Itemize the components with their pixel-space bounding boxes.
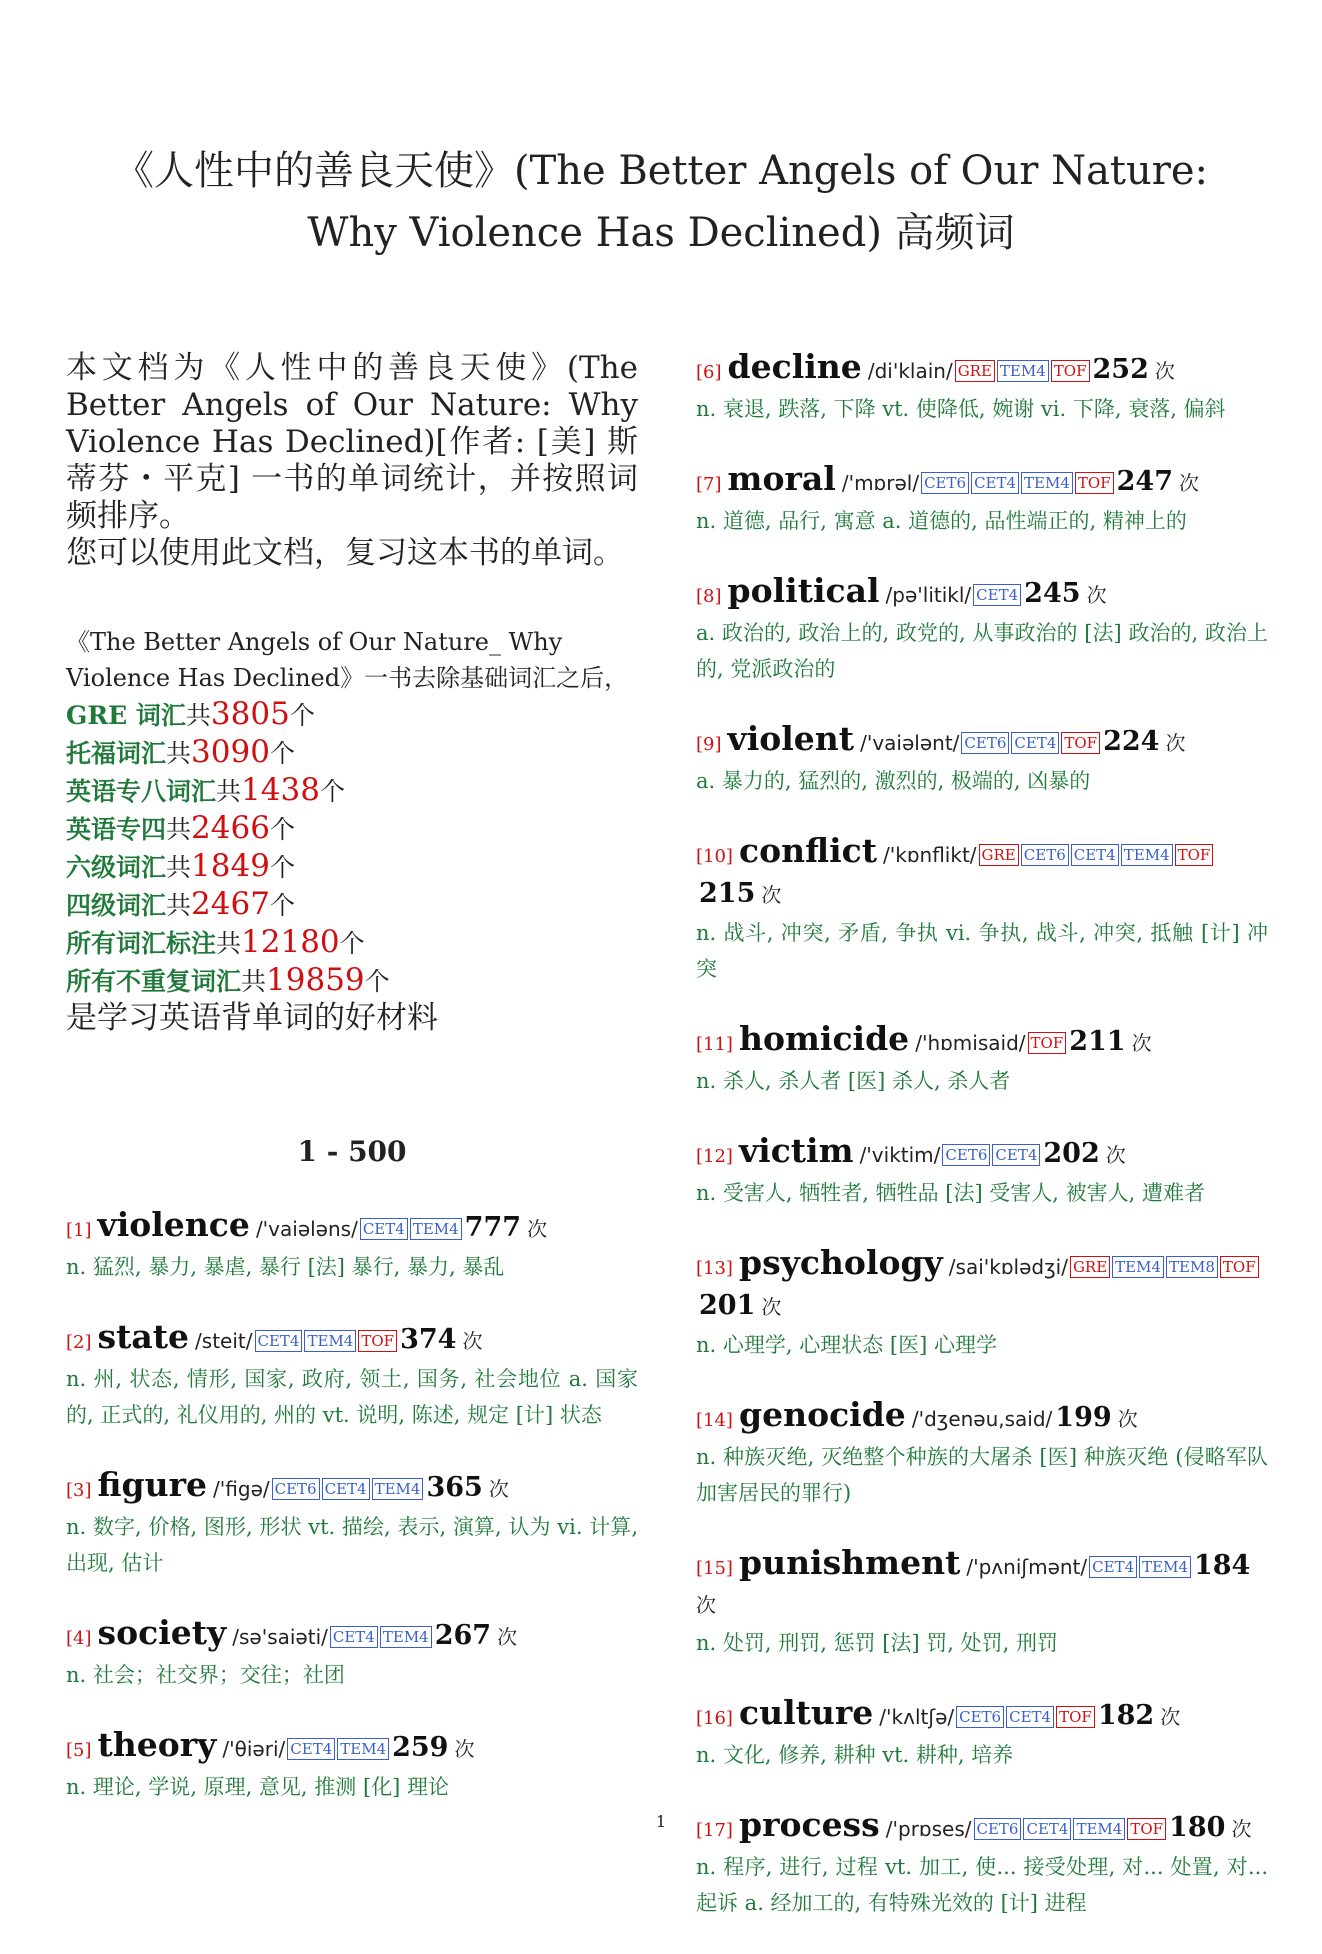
entry-index: [8] xyxy=(696,586,722,607)
entry-count: 211 xyxy=(1069,1026,1126,1057)
entry-tag-badge: TOF xyxy=(1175,844,1214,866)
entry-definition: n. 战斗, 冲突, 矛盾, 争执 vi. 争执, 战斗, 冲突, 抵触 [计] 冲突 xyxy=(696,921,1268,981)
entry-tag-badge: CET4 xyxy=(1011,732,1059,754)
entry-definition: n. 衰退, 跌落, 下降 vt. 使降低, 婉谢 vi. 下降, 衰落, 偏斜 xyxy=(696,397,1226,421)
stat-suffix: 共 xyxy=(166,891,192,920)
entry-word: violence xyxy=(97,1205,250,1244)
entry-tag-badge: TEM4 xyxy=(1112,1256,1164,1278)
entry-phonetic: /'θiəri/ xyxy=(222,1737,286,1761)
entry-definition: n. 杀人, 杀人者 [医] 杀人, 杀人者 xyxy=(696,1069,1011,1093)
word-entry xyxy=(66,1206,638,1285)
entry-count: 180 xyxy=(1169,1812,1226,1843)
word-entry xyxy=(66,1466,638,1581)
word-entry xyxy=(696,348,1268,427)
entry-tag-badge: CET4 xyxy=(330,1626,378,1648)
entry-tag-badge: TOF xyxy=(358,1330,397,1352)
stat-value: 3805 xyxy=(210,696,290,732)
stat-suffix: 共 xyxy=(166,739,192,768)
stat-unit: 个 xyxy=(269,739,295,768)
entry-count-unit: 次 xyxy=(1117,1407,1138,1431)
entry-tag-badge: CET4 xyxy=(1071,844,1119,866)
entry-index: [1] xyxy=(66,1220,92,1241)
entry-count: 182 xyxy=(1097,1700,1155,1731)
entry-phonetic: /'hɒmisaid/ xyxy=(915,1031,1026,1055)
stat-label: 所有不重复词汇 xyxy=(66,967,242,996)
word-entry xyxy=(66,1726,638,1805)
entry-definition: n. 种族灭绝, 灭绝整个种族的大屠杀 [医] 种族灭绝 (侵略军队加害居民的罪行) xyxy=(696,1445,1268,1505)
entry-index: [16] xyxy=(696,1708,733,1729)
entry-tag-badge: CET4 xyxy=(360,1218,408,1240)
entry-count: 247 xyxy=(1116,466,1173,497)
word-entry xyxy=(66,1614,638,1693)
word-entry xyxy=(696,1132,1268,1211)
word-entry xyxy=(66,1318,638,1433)
entry-count-unit: 次 xyxy=(1179,471,1200,495)
entry-headline xyxy=(696,1244,1268,1327)
entry-tag-badge: CET4 xyxy=(322,1478,370,1500)
entry-tag-badge: CET4 xyxy=(287,1738,335,1760)
entry-count: 201 xyxy=(699,1290,756,1321)
entry-headline xyxy=(66,1466,638,1509)
intro-paragraph-1: 本文档为《人性中的善良天使》(The Better Angels of Our Nature: Why Violence Has Declined)[作者: [美] 斯蒂芬・平克] 一书的单词统计，并按照词频排序。 xyxy=(66,350,638,534)
entry-count-unit: 次 xyxy=(696,1593,716,1617)
entry-headline xyxy=(66,1614,638,1657)
entry-headline xyxy=(696,1132,1268,1175)
entry-index: [14] xyxy=(696,1410,733,1431)
entry-headline xyxy=(696,348,1268,391)
stat-label: 四级词汇 xyxy=(66,891,167,920)
entry-count-unit: 次 xyxy=(1131,1031,1152,1055)
stat-suffix: 共 xyxy=(216,777,242,806)
entry-word: conflict xyxy=(739,831,877,870)
word-list-left xyxy=(66,1206,638,1805)
entry-definition: n. 受害人, 牺牲者, 牺牲品 [法] 受害人, 被害人, 遭难者 xyxy=(696,1181,1206,1205)
entry-tag-badge: TOF xyxy=(1127,1818,1166,1840)
entry-tag-badge: TEM4 xyxy=(1139,1556,1191,1578)
stat-value: 2466 xyxy=(191,810,270,846)
word-entry xyxy=(696,460,1268,539)
entry-tag-badge: TOF xyxy=(1056,1706,1095,1728)
entry-index: [17] xyxy=(696,1820,733,1841)
entry-definition: n. 数字, 价格, 图形, 形状 vt. 描绘, 表示, 演算, 认为 vi. 计算, 出现, 估计 xyxy=(66,1515,638,1575)
entry-tag-badge: TEM4 xyxy=(337,1738,389,1760)
entry-tag-badge: TOF xyxy=(1061,732,1100,754)
entry-index: [15] xyxy=(696,1558,733,1579)
entry-index: [11] xyxy=(696,1034,733,1055)
intro-paragraph-2: 您可以使用此文档，复习这本书的单词。 xyxy=(66,535,624,571)
word-entry xyxy=(696,720,1268,799)
entry-count: 374 xyxy=(400,1324,457,1355)
entry-index: [10] xyxy=(696,846,733,867)
entry-phonetic: /'vaiələnt/ xyxy=(860,731,960,755)
entry-tag-badge: CET6 xyxy=(272,1478,320,1500)
word-entry xyxy=(696,1694,1268,1773)
entry-count-unit: 次 xyxy=(454,1737,475,1761)
stat-row xyxy=(66,696,638,734)
stat-suffix: 共 xyxy=(216,929,242,958)
stat-row xyxy=(66,810,638,848)
entry-count-unit: 次 xyxy=(1165,731,1186,755)
entry-definition: n. 州, 状态, 情形, 国家, 政府, 领土, 国务, 社会地位 a. 国家的, 正式的, 礼仪用的, 州的 vt. 说明, 陈述, 规定 [计] 状态 xyxy=(66,1367,638,1427)
entry-count: 202 xyxy=(1043,1138,1100,1169)
entry-phonetic: /'pʌniʃmənt/ xyxy=(966,1555,1088,1579)
entry-word: moral xyxy=(727,459,836,498)
entry-index: [2] xyxy=(66,1332,92,1353)
entry-index: [4] xyxy=(66,1628,92,1649)
right-column xyxy=(696,348,1268,1954)
stat-row xyxy=(66,772,638,810)
stat-label: 六级词汇 xyxy=(66,853,167,882)
stat-unit: 个 xyxy=(319,777,345,806)
word-entry xyxy=(696,1244,1268,1363)
word-entry xyxy=(696,832,1268,987)
entry-tag-badge: TEM4 xyxy=(1021,472,1073,494)
stat-label: 托福词汇 xyxy=(66,739,167,768)
entry-count-unit: 次 xyxy=(488,1477,509,1501)
entry-word: political xyxy=(727,571,880,610)
intro xyxy=(66,350,638,572)
entry-index: [5] xyxy=(66,1740,92,1761)
entry-tag-badge: TOF xyxy=(1075,472,1114,494)
entry-phonetic: /sai'kɒlədʒi/ xyxy=(948,1255,1068,1279)
stat-suffix: 共 xyxy=(185,701,211,730)
entry-count-unit: 次 xyxy=(1154,359,1175,383)
entry-count: 777 xyxy=(464,1212,522,1243)
entry-word: punishment xyxy=(739,1543,961,1582)
entry-index: [9] xyxy=(696,734,722,755)
entry-definition: a. 政治的, 政治上的, 政党的, 从事政治的 [法] 政治的, 政治上的, 党派政治的 xyxy=(696,621,1268,681)
entry-tag-badge: TOF xyxy=(1051,360,1090,382)
stat-label: GRE 词汇 xyxy=(66,701,186,730)
entry-index: [6] xyxy=(696,362,722,383)
stat-unit: 个 xyxy=(269,815,295,844)
entry-headline xyxy=(696,1020,1268,1063)
entry-tag-badge: TEM4 xyxy=(372,1478,424,1500)
entry-definition: n. 理论, 学说, 原理, 意见, 推测 [化] 理论 xyxy=(66,1775,450,1799)
entry-phonetic: /'vaiələns/ xyxy=(255,1217,358,1241)
entry-tag-badge: CET4 xyxy=(973,584,1021,606)
entry-tag-badge: CET4 xyxy=(255,1330,303,1352)
entry-count-unit: 次 xyxy=(1105,1143,1126,1167)
entry-phonetic: /'kɒnflikt/ xyxy=(883,843,977,867)
entry-tag-badge: CET6 xyxy=(956,1706,1004,1728)
entry-phonetic: /'viktim/ xyxy=(859,1143,941,1167)
entry-tag-badge: TEM4 xyxy=(1121,844,1173,866)
entry-word: genocide xyxy=(739,1395,906,1434)
entry-tag-badge: CET4 xyxy=(971,472,1019,494)
entry-phonetic: /'figə/ xyxy=(213,1477,270,1501)
entry-headline xyxy=(696,1694,1268,1737)
entry-definition: n. 道德, 品行, 寓意 a. 道德的, 品性端正的, 精神上的 xyxy=(696,509,1187,533)
section-heading: 1 - 500 xyxy=(297,1135,407,1168)
entry-definition: n. 文化, 修养, 耕种 vt. 耕种, 培养 xyxy=(696,1743,1014,1767)
page-number: 1 xyxy=(655,1812,667,1831)
entry-count: 252 xyxy=(1092,354,1149,385)
entry-tag-badge: GRE xyxy=(1070,1256,1110,1278)
entry-tag-badge: CET6 xyxy=(1021,844,1069,866)
entry-count-unit: 次 xyxy=(497,1625,518,1649)
entry-headline xyxy=(66,1206,638,1249)
entry-count-unit: 次 xyxy=(761,1295,782,1319)
entry-tag-badge: TEM4 xyxy=(1073,1818,1125,1840)
entry-headline xyxy=(696,1544,1268,1625)
entry-phonetic: /di'klain/ xyxy=(867,359,953,383)
stats-closing: 是学习英语背单词的好材料 xyxy=(66,1000,438,1036)
entry-tag-badge: TEM4 xyxy=(304,1330,356,1352)
entry-count: 259 xyxy=(392,1732,449,1763)
entry-word: violent xyxy=(727,719,855,758)
entry-phonetic: /steit/ xyxy=(195,1329,253,1353)
word-entry xyxy=(696,1020,1268,1099)
entry-count-unit: 次 xyxy=(761,883,782,907)
stat-unit: 个 xyxy=(364,967,390,996)
word-list-right xyxy=(696,348,1268,1921)
entry-phonetic: /sə'saiəti/ xyxy=(232,1625,328,1649)
entry-word: victim xyxy=(739,1131,854,1170)
entry-tag-badge: CET6 xyxy=(921,472,969,494)
entry-phonetic: /'dʒenəu,said/ xyxy=(911,1407,1053,1431)
entry-headline xyxy=(696,572,1268,615)
entry-index: [13] xyxy=(696,1258,733,1279)
stat-value: 12180 xyxy=(241,924,340,960)
entry-word: figure xyxy=(97,1465,207,1504)
entry-index: [3] xyxy=(66,1480,92,1501)
entry-word: theory xyxy=(97,1725,217,1764)
entry-tag-badge: TEM4 xyxy=(410,1218,462,1240)
stat-unit: 个 xyxy=(269,853,295,882)
entry-tag-badge: TEM4 xyxy=(997,360,1049,382)
entry-phonetic: /pə'litikl/ xyxy=(885,583,972,607)
stat-value: 3090 xyxy=(191,734,270,770)
entry-tag-badge: TOF xyxy=(1028,1032,1067,1054)
entry-count-unit: 次 xyxy=(462,1329,483,1353)
entry-count: 245 xyxy=(1024,578,1081,609)
entry-tag-badge: CET4 xyxy=(1023,1818,1071,1840)
entry-tag-badge: GRE xyxy=(955,360,995,382)
entry-headline xyxy=(696,1396,1268,1439)
stat-row xyxy=(66,924,638,962)
entry-count: 365 xyxy=(426,1472,483,1503)
entry-definition: n. 处罚, 刑罚, 惩罚 [法] 罚, 处罚, 刑罚 xyxy=(696,1631,1059,1655)
entry-count-unit: 次 xyxy=(1231,1817,1252,1841)
word-entry xyxy=(696,1396,1268,1511)
stat-suffix: 共 xyxy=(166,853,192,882)
stat-label: 英语专八词汇 xyxy=(66,777,217,806)
entry-tag-badge: GRE xyxy=(979,844,1019,866)
stat-unit: 个 xyxy=(339,929,365,958)
entry-word: society xyxy=(97,1613,227,1652)
entry-headline xyxy=(696,720,1268,763)
entry-headline xyxy=(696,832,1268,915)
entry-tag-badge: CET6 xyxy=(961,732,1009,754)
entry-phonetic: /'kʌltʃə/ xyxy=(879,1705,955,1729)
entry-phonetic: /'prɒses/ xyxy=(885,1817,972,1841)
stat-row xyxy=(66,962,638,1000)
entry-count: 267 xyxy=(434,1620,492,1651)
entry-headline xyxy=(66,1726,638,1769)
stat-value: 2467 xyxy=(191,886,270,922)
entry-tag-badge: TOF xyxy=(1220,1256,1259,1278)
entry-headline xyxy=(66,1318,638,1361)
stats-lead: 《The Better Angels of Our Nature_ Why Violence Has Declined》一书去除基础词汇之后， xyxy=(66,628,629,692)
stat-value: 1849 xyxy=(191,848,270,884)
entry-tag-badge: TEM8 xyxy=(1166,1256,1218,1278)
stat-unit: 个 xyxy=(289,701,315,730)
stat-row xyxy=(66,886,638,924)
entry-count-unit: 次 xyxy=(1160,1705,1181,1729)
left-column xyxy=(66,350,638,1838)
stat-value: 19859 xyxy=(266,962,365,998)
entry-definition: a. 暴力的, 猛烈的, 激烈的, 极端的, 凶暴的 xyxy=(696,769,1091,793)
entry-tag-badge: CET6 xyxy=(942,1144,990,1166)
stat-unit: 个 xyxy=(269,891,295,920)
entry-count-unit: 次 xyxy=(1086,583,1107,607)
entry-index: [7] xyxy=(696,474,722,495)
entry-tag-badge: TEM4 xyxy=(380,1626,432,1648)
stat-label: 英语专四 xyxy=(66,815,167,844)
stat-value: 1438 xyxy=(241,772,320,808)
entry-index: [12] xyxy=(696,1146,733,1167)
entry-definition: n. 猛烈, 暴力, 暴虐, 暴行 [法] 暴行, 暴力, 暴乱 xyxy=(66,1255,505,1279)
entry-word: state xyxy=(97,1317,189,1356)
entry-tag-badge: CET4 xyxy=(1089,1556,1137,1578)
entry-tag-badge: CET4 xyxy=(992,1144,1040,1166)
stat-row xyxy=(66,734,638,772)
word-entry xyxy=(696,572,1268,687)
entry-word: psychology xyxy=(739,1243,943,1282)
entry-count: 184 xyxy=(1193,1550,1251,1581)
entry-word: culture xyxy=(739,1693,874,1732)
entry-definition: n. 心理学, 心理状态 [医] 心理学 xyxy=(696,1333,997,1357)
entry-count: 224 xyxy=(1103,726,1160,757)
entry-tag-badge: CET4 xyxy=(1006,1706,1054,1728)
entry-phonetic: /'mɒrəl/ xyxy=(841,471,920,495)
entry-word: decline xyxy=(727,347,862,386)
entry-headline xyxy=(696,460,1268,503)
stats-list xyxy=(66,696,638,1000)
entry-tag-badge: CET6 xyxy=(974,1818,1022,1840)
entry-word: process xyxy=(739,1805,880,1844)
stat-label: 所有词汇标注 xyxy=(66,929,217,958)
entry-definition: n. 社会；社交界；交往；社团 xyxy=(66,1663,345,1687)
stat-suffix: 共 xyxy=(241,967,267,996)
stat-suffix: 共 xyxy=(166,815,192,844)
page-title: 《人性中的善良天使》(The Better Angels of Our Nature: Why Violence Has Declined) 高频词 xyxy=(113,148,1209,256)
entry-count: 199 xyxy=(1055,1402,1112,1433)
stat-row xyxy=(66,848,638,886)
word-entry xyxy=(696,1544,1268,1661)
entry-word: homicide xyxy=(739,1019,910,1058)
entry-definition: n. 程序, 进行, 过程 vt. 加工, 使... 接受处理, 对... 处置, 对... 起诉 a. 经加工的, 有特殊光效的 [计] 进程 xyxy=(696,1855,1268,1915)
entry-count-unit: 次 xyxy=(527,1217,548,1241)
entry-count: 215 xyxy=(699,878,756,909)
